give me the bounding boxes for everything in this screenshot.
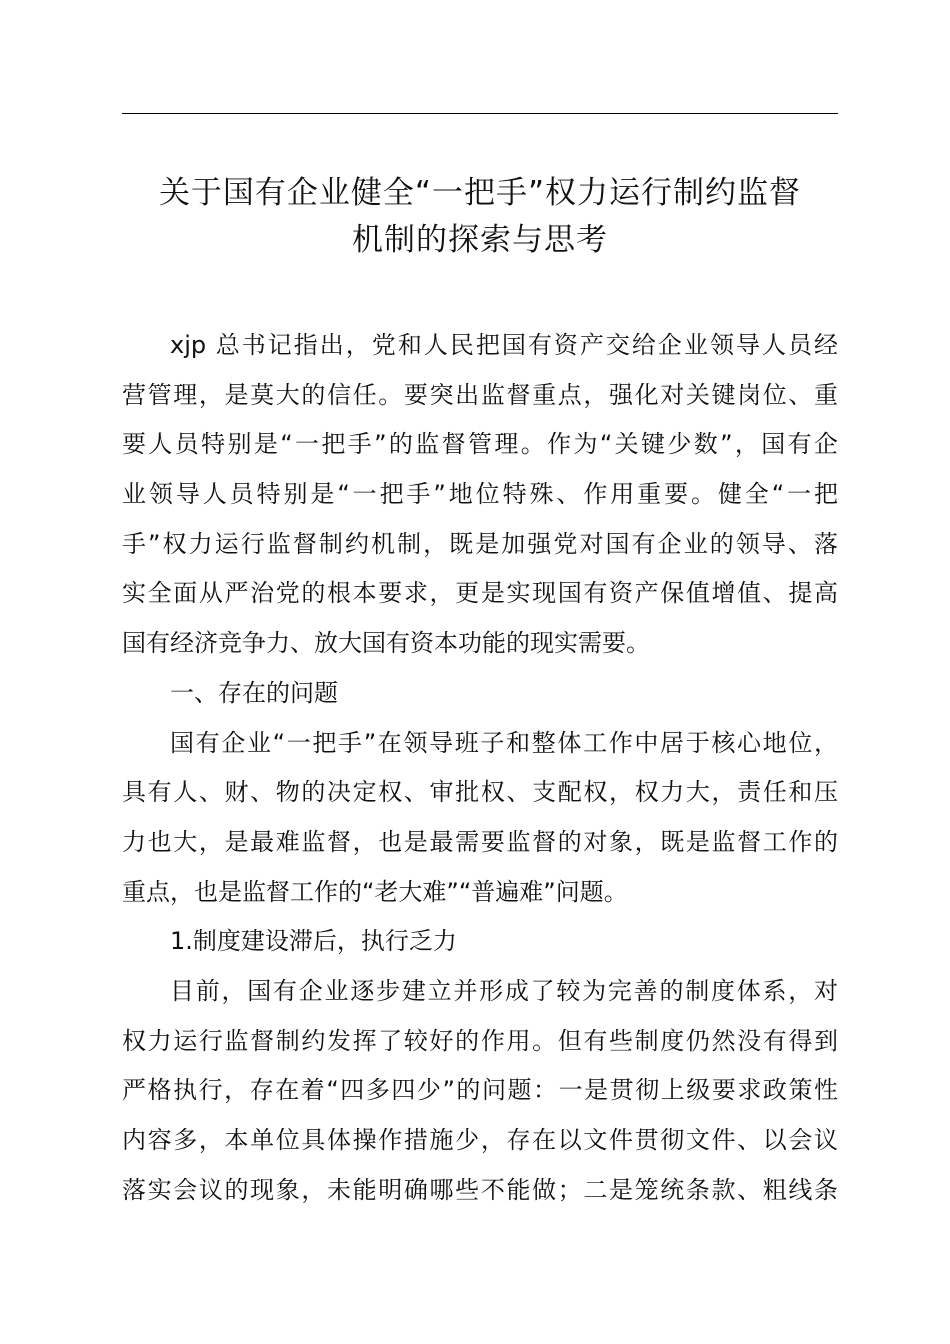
- header-rule: [122, 113, 838, 114]
- text-line: 1.制度建设滞后，执行乏力: [170, 927, 457, 956]
- paragraph: [122, 719, 838, 918]
- title-line: 关于国有企业健全“一把手”权力运行制约监督: [158, 175, 802, 211]
- text-line: 落实会议的现象，未能明确哪些不能做；二是笼统条款、粗线条: [122, 1175, 838, 1204]
- text-line: 力也大，是最难监督，也是最需要监督的对象，既是监督工作的: [122, 827, 838, 856]
- text-line: xjp 总书记指出，党和人民把国有资产交给企业领导人员经: [170, 331, 838, 359]
- text-line: 要人员特别是“一把手”的监督管理。作为“关键少数”，国有企: [122, 430, 838, 459]
- text-line: 国有企业“一把手”在领导班子和整体工作中居于核心地位，: [170, 728, 838, 757]
- text-line: 严格执行，存在着“四多四少”的问题：一是贯彻上级要求政策性: [122, 1076, 838, 1105]
- paragraph: [122, 967, 838, 1215]
- text-line: 实全面从严治党的根本要求，更是实现国有资产保值增值、提高: [122, 579, 838, 608]
- text-line: 权力运行监督制约发挥了较好的作用。但有些制度仍然没有得到: [122, 1026, 838, 1055]
- text-line: 一、存在的问题: [170, 678, 338, 707]
- text-line: 国有经济竞争力、放大国有资本功能的现实需要。: [122, 629, 650, 658]
- title-line: 机制的探索与思考: [352, 222, 608, 258]
- subsection-heading: [122, 917, 838, 967]
- paragraph: [122, 321, 838, 669]
- document-title: [110, 170, 850, 264]
- section-heading: [122, 669, 838, 719]
- text-line: 营管理，是莫大的信任。要突出监督重点，强化对关键岗位、重: [122, 380, 838, 409]
- text-line: 重点，也是监督工作的“老大难”“普遍难”问题。: [122, 877, 628, 906]
- text-line: 业领导人员特别是“一把手”地位特殊、作用重要。健全“一把: [122, 480, 838, 509]
- text-line: 具有人、财、物的决定权、审批权、支配权，权力大，责任和压: [122, 778, 838, 807]
- text-line: 目前，国有企业逐步建立并形成了较为完善的制度体系，对: [170, 976, 838, 1005]
- document-body: [122, 321, 838, 1215]
- text-line: 手”权力运行监督制约机制，既是加强党对国有企业的领导、落: [122, 529, 838, 558]
- text-line: 内容多，本单位具体操作措施少，存在以文件贯彻文件、以会议: [122, 1126, 838, 1154]
